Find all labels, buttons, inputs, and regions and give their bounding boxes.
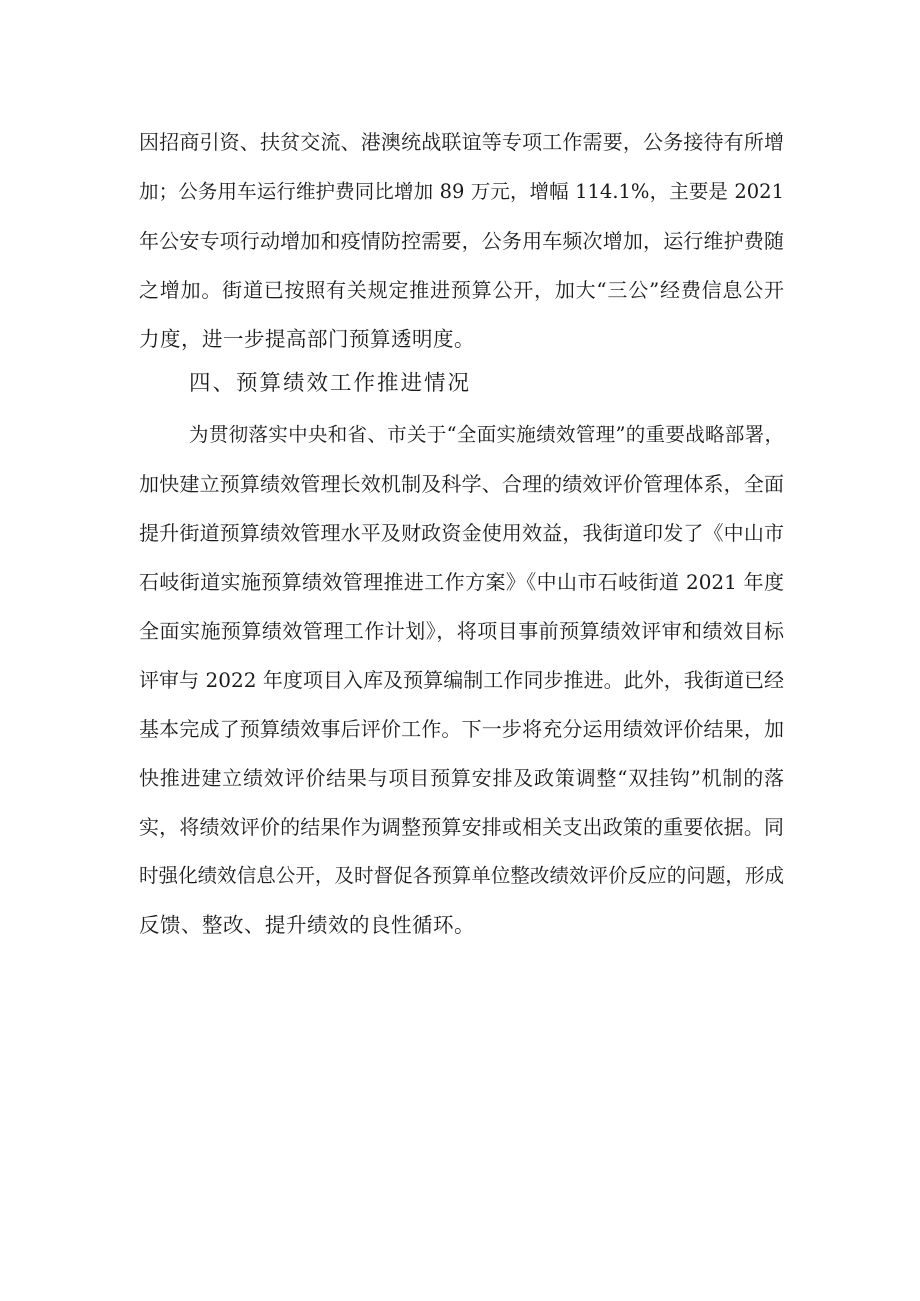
paragraph-2-line-2: 加快建立预算绩效管理长效机制及科学、合理的绩效评价管理体系，全面 <box>139 472 784 496</box>
paragraph-2-line-5: 全面实施预算绩效管理工作计划》，将项目事前预算绩效评审和绩效目标 <box>139 619 784 643</box>
paragraph-1-line-5: 力度，进一步提高部门预算透明度。 <box>139 327 475 351</box>
section-heading: 四、预算绩效工作推进情况 <box>189 371 472 396</box>
paragraph-2-line-9: 实，将绩效评价的结果作为调整预算安排或相关支出政策的重要依据。同 <box>139 815 784 839</box>
paragraph-2-line-6: 评审与 2022 年度项目入库及预算编制工作同步推进。此外，我街道已经 <box>139 668 784 692</box>
paragraph-2-line-7: 基本完成了预算绩效事后评价工作。下一步将充分运用绩效评价结果，加 <box>139 717 784 741</box>
paragraph-1-line-4: 之增加。街道已按照有关规定推进预算公开，加大“三公”经费信息公开 <box>139 278 784 302</box>
paragraph-2-line-11: 反馈、整改、提升绩效的良性循环。 <box>139 913 475 937</box>
paragraph-2-line-3: 提升街道预算绩效管理水平及财政资金使用效益，我街道印发了《中山市 <box>139 521 784 545</box>
paragraph-1-line-2: 加；公务用车运行维护费同比增加 89 万元，增幅 114.1%，主要是 2021 <box>139 180 784 203</box>
paragraph-2-line-10: 时强化绩效信息公开，及时督促各预算单位整改绩效评价反应的问题，形成 <box>139 864 784 887</box>
paragraph-2-line-8: 快推进建立绩效评价结果与项目预算安排及政策调整“双挂钩”机制的落 <box>139 766 784 790</box>
paragraph-2-line-1: 为贯彻落实中央和省、市关于“全面实施绩效管理”的重要战略部署， <box>189 423 784 446</box>
paragraph-1-line-3: 年公安专项行动增加和疫情防控需要，公务用车频次增加，运行维护费随 <box>139 229 784 253</box>
paragraph-1-line-1: 因招商引资、扶贫交流、港澳统战联谊等专项工作需要，公务接待有所增 <box>139 130 784 154</box>
paragraph-2-line-4: 石岐街道实施预算绩效管理推进工作方案》《中山市石岐街道 2021 年度 <box>139 570 784 594</box>
